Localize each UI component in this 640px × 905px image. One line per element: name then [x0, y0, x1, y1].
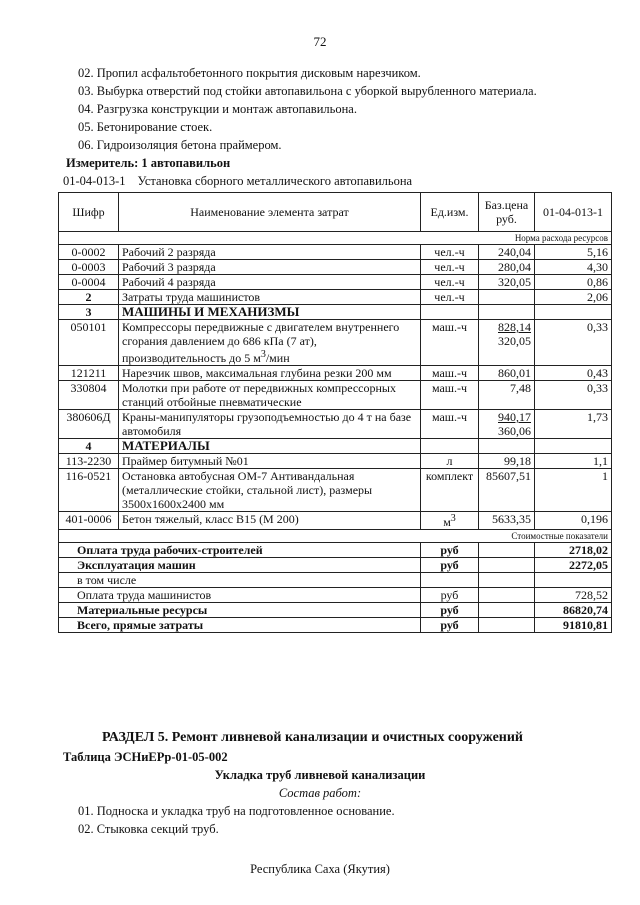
cell-value: 0,33 — [535, 381, 612, 410]
cost-name: Материальные ресурсы — [59, 603, 421, 618]
cell-unit: маш.-ч — [421, 381, 479, 410]
cost-name: Всего, прямые затраты — [59, 618, 421, 633]
cost-name: Эксплуатация машин — [59, 558, 421, 573]
operation-line: 03. Выбурка отверстий под стойки автопавильона с уборкой вырубленного материала. — [78, 84, 537, 98]
table-row — [59, 260, 612, 275]
cell-value: 1,73 — [535, 410, 612, 439]
cost-name: Оплата труда рабочих-строителей — [59, 543, 421, 558]
cost-table — [58, 192, 612, 633]
cost-row — [59, 588, 612, 603]
cell-name: Молотки при работе от передвижных компрессорных станций отбойные пневматические — [119, 381, 421, 410]
cell-cipher: 116-0521 — [59, 469, 119, 512]
cost-unit: руб — [421, 603, 479, 618]
page-number: 72 — [313, 34, 327, 49]
header-code: 01-04-013-1 — [535, 193, 612, 232]
table-row — [59, 469, 612, 512]
cost-value: 728,52 — [535, 588, 612, 603]
cost-row — [59, 543, 612, 558]
section-title: РАЗДЕЛ 5. Ремонт ливневой канализации и очистных сооружений — [102, 730, 523, 745]
cost-value: 2272,05 — [535, 558, 612, 573]
cell-name: Краны-манипуляторы грузоподъемностью до 4 т на базе автомобиля — [119, 410, 421, 439]
cost-unit: руб — [421, 618, 479, 633]
cell-price: 860,01 — [479, 366, 535, 381]
page-footer: Республика Саха (Якутия) — [250, 862, 390, 876]
norm-label: Норма расхода ресурсов — [59, 232, 612, 245]
price-total: 828,14 — [498, 320, 531, 334]
cell-value: 1,1 — [535, 454, 612, 469]
cell-value: 0,43 — [535, 366, 612, 381]
cell-value: 0,33 — [535, 320, 612, 366]
table-row — [59, 454, 612, 469]
cost-value: 91810,81 — [535, 618, 612, 633]
section-row-machines — [59, 305, 612, 320]
cost-row — [59, 618, 612, 633]
cell-value: 1 — [535, 469, 612, 512]
cell-price: 85607,51 — [479, 469, 535, 512]
operation-line: 05. Бетонирование стоек. — [78, 120, 213, 134]
cell-cipher: 0-0004 — [59, 275, 119, 290]
work-line: 01. Подноска и укладка труб на подготовленное основание. — [78, 804, 395, 818]
cell-price: 7,48 — [479, 381, 535, 410]
cell-name: Рабочий 4 разряда — [119, 275, 421, 290]
norm-row — [59, 232, 612, 245]
table-row — [59, 410, 612, 439]
cell-cipher: 380606Д — [59, 410, 119, 439]
cost-row — [59, 558, 612, 573]
cost-value: 2718,02 — [535, 543, 612, 558]
cell-unit — [421, 512, 479, 530]
unit-main: м — [443, 515, 451, 529]
cell-name: Рабочий 3 разряда — [119, 260, 421, 275]
cost-row — [59, 603, 612, 618]
section-heading: МАТЕРИАЛЫ — [119, 439, 421, 454]
table-name: Таблица ЭСНиЕРр-01-05-002 — [63, 750, 228, 764]
code-line — [63, 174, 412, 189]
code-number: 01-04-013-1 — [63, 174, 126, 188]
cost-row — [59, 573, 612, 588]
cell-name: Затраты труда машинистов — [119, 290, 421, 305]
table-row — [59, 320, 612, 366]
table-row — [59, 512, 612, 530]
section-heading: МАШИНЫ И МЕХАНИЗМЫ — [119, 305, 421, 320]
operation-line: 06. Гидроизоляция бетона праймером. — [78, 138, 282, 152]
table-row — [59, 290, 612, 305]
cost-unit: руб — [421, 588, 479, 603]
table-row — [59, 366, 612, 381]
cell-price: 5633,35 — [479, 512, 535, 530]
cell-unit: чел.-ч — [421, 275, 479, 290]
cell-value: 0,196 — [535, 512, 612, 530]
cell-name: Рабочий 2 разряда — [119, 245, 421, 260]
cost-label-row — [59, 530, 612, 543]
cost-unit: руб — [421, 558, 479, 573]
machine-name: Компрессоры передвижные с двигателем внутреннего сгорания давлением до 686 кПа (7 ат), производительность до 5 м — [122, 320, 400, 365]
cell-cipher: 121211 — [59, 366, 119, 381]
cell-unit: маш.-ч — [421, 410, 479, 439]
unit-sup: 3 — [450, 513, 456, 524]
cell-price — [479, 410, 535, 439]
machine-name-tail: /мин — [265, 351, 290, 365]
code-title: Установка сборного металлического автопавильона — [137, 174, 413, 188]
cell-cipher: 401-0006 — [59, 512, 119, 530]
header-unit: Ед.изм. — [421, 193, 479, 232]
cell-unit: чел.-ч — [421, 245, 479, 260]
cell-price — [479, 320, 535, 366]
cell-cipher: 113-2230 — [59, 454, 119, 469]
cell-name: Праймер битумный №01 — [119, 454, 421, 469]
table-subtitle: Укладка труб ливневой канализации — [214, 768, 426, 782]
cell-price: 240,04 — [479, 245, 535, 260]
table-row — [59, 275, 612, 290]
header-name: Наименование элемента затрат — [119, 193, 421, 232]
cell-unit: л — [421, 454, 479, 469]
cell-value: 5,16 — [535, 245, 612, 260]
machine-name-sup: 3 — [260, 349, 266, 360]
price-labor: 360,06 — [498, 424, 531, 438]
cell-cipher: 0-0003 — [59, 260, 119, 275]
meter-label: Измеритель: 1 автопавильон — [66, 156, 231, 170]
cost-unit: руб — [421, 543, 479, 558]
cost-label: Стоимостные показатели — [59, 530, 612, 543]
cell-name — [119, 320, 421, 366]
price-labor: 320,05 — [498, 334, 531, 348]
cost-unit — [421, 573, 479, 588]
operation-line: 04. Разгрузка конструкции и монтаж автопавильона. — [78, 102, 357, 116]
cell-cipher: 2 — [59, 290, 119, 305]
cell-price: 99,18 — [479, 454, 535, 469]
table-header-row — [59, 193, 612, 232]
cell-unit: комплект — [421, 469, 479, 512]
table-row — [59, 245, 612, 260]
cell-unit: маш.-ч — [421, 366, 479, 381]
cell-value: 0,86 — [535, 275, 612, 290]
works-label: Состав работ: — [278, 786, 362, 800]
cell-cipher: 0-0002 — [59, 245, 119, 260]
cost-name: в том числе — [59, 573, 421, 588]
operation-line: 02. Пропил асфальтобетонного покрытия дисковым нарезчиком. — [78, 66, 421, 80]
cost-value — [535, 573, 612, 588]
cell-name: Бетон тяжелый, класс В15 (М 200) — [119, 512, 421, 530]
cell-name: Остановка автобусная ОМ-7 Антивандальная (металлические стойки, стальной лист), размеры 3500x1600x2400 мм — [119, 469, 421, 512]
cost-value: 86820,74 — [535, 603, 612, 618]
cell-value: 2,06 — [535, 290, 612, 305]
section-row-materials — [59, 439, 612, 454]
cell-cipher: 3 — [59, 305, 119, 320]
cell-unit: маш.-ч — [421, 320, 479, 366]
cell-price: 280,04 — [479, 260, 535, 275]
work-line: 02. Стыковка секций труб. — [78, 822, 219, 836]
cell-price: 320,05 — [479, 275, 535, 290]
price-total: 940,17 — [498, 410, 531, 424]
header-cipher: Шифр — [59, 193, 119, 232]
header-price: Баз.цена руб. — [479, 193, 535, 232]
cell-price — [479, 290, 535, 305]
cell-cipher: 4 — [59, 439, 119, 454]
cell-unit: чел.-ч — [421, 290, 479, 305]
cell-unit: чел.-ч — [421, 260, 479, 275]
cell-cipher: 050101 — [59, 320, 119, 366]
cell-cipher: 330804 — [59, 381, 119, 410]
cell-value: 4,30 — [535, 260, 612, 275]
cell-name: Нарезчик швов, максимальная глубина резки 200 мм — [119, 366, 421, 381]
cost-name: Оплата труда машинистов — [59, 588, 421, 603]
table-row — [59, 381, 612, 410]
